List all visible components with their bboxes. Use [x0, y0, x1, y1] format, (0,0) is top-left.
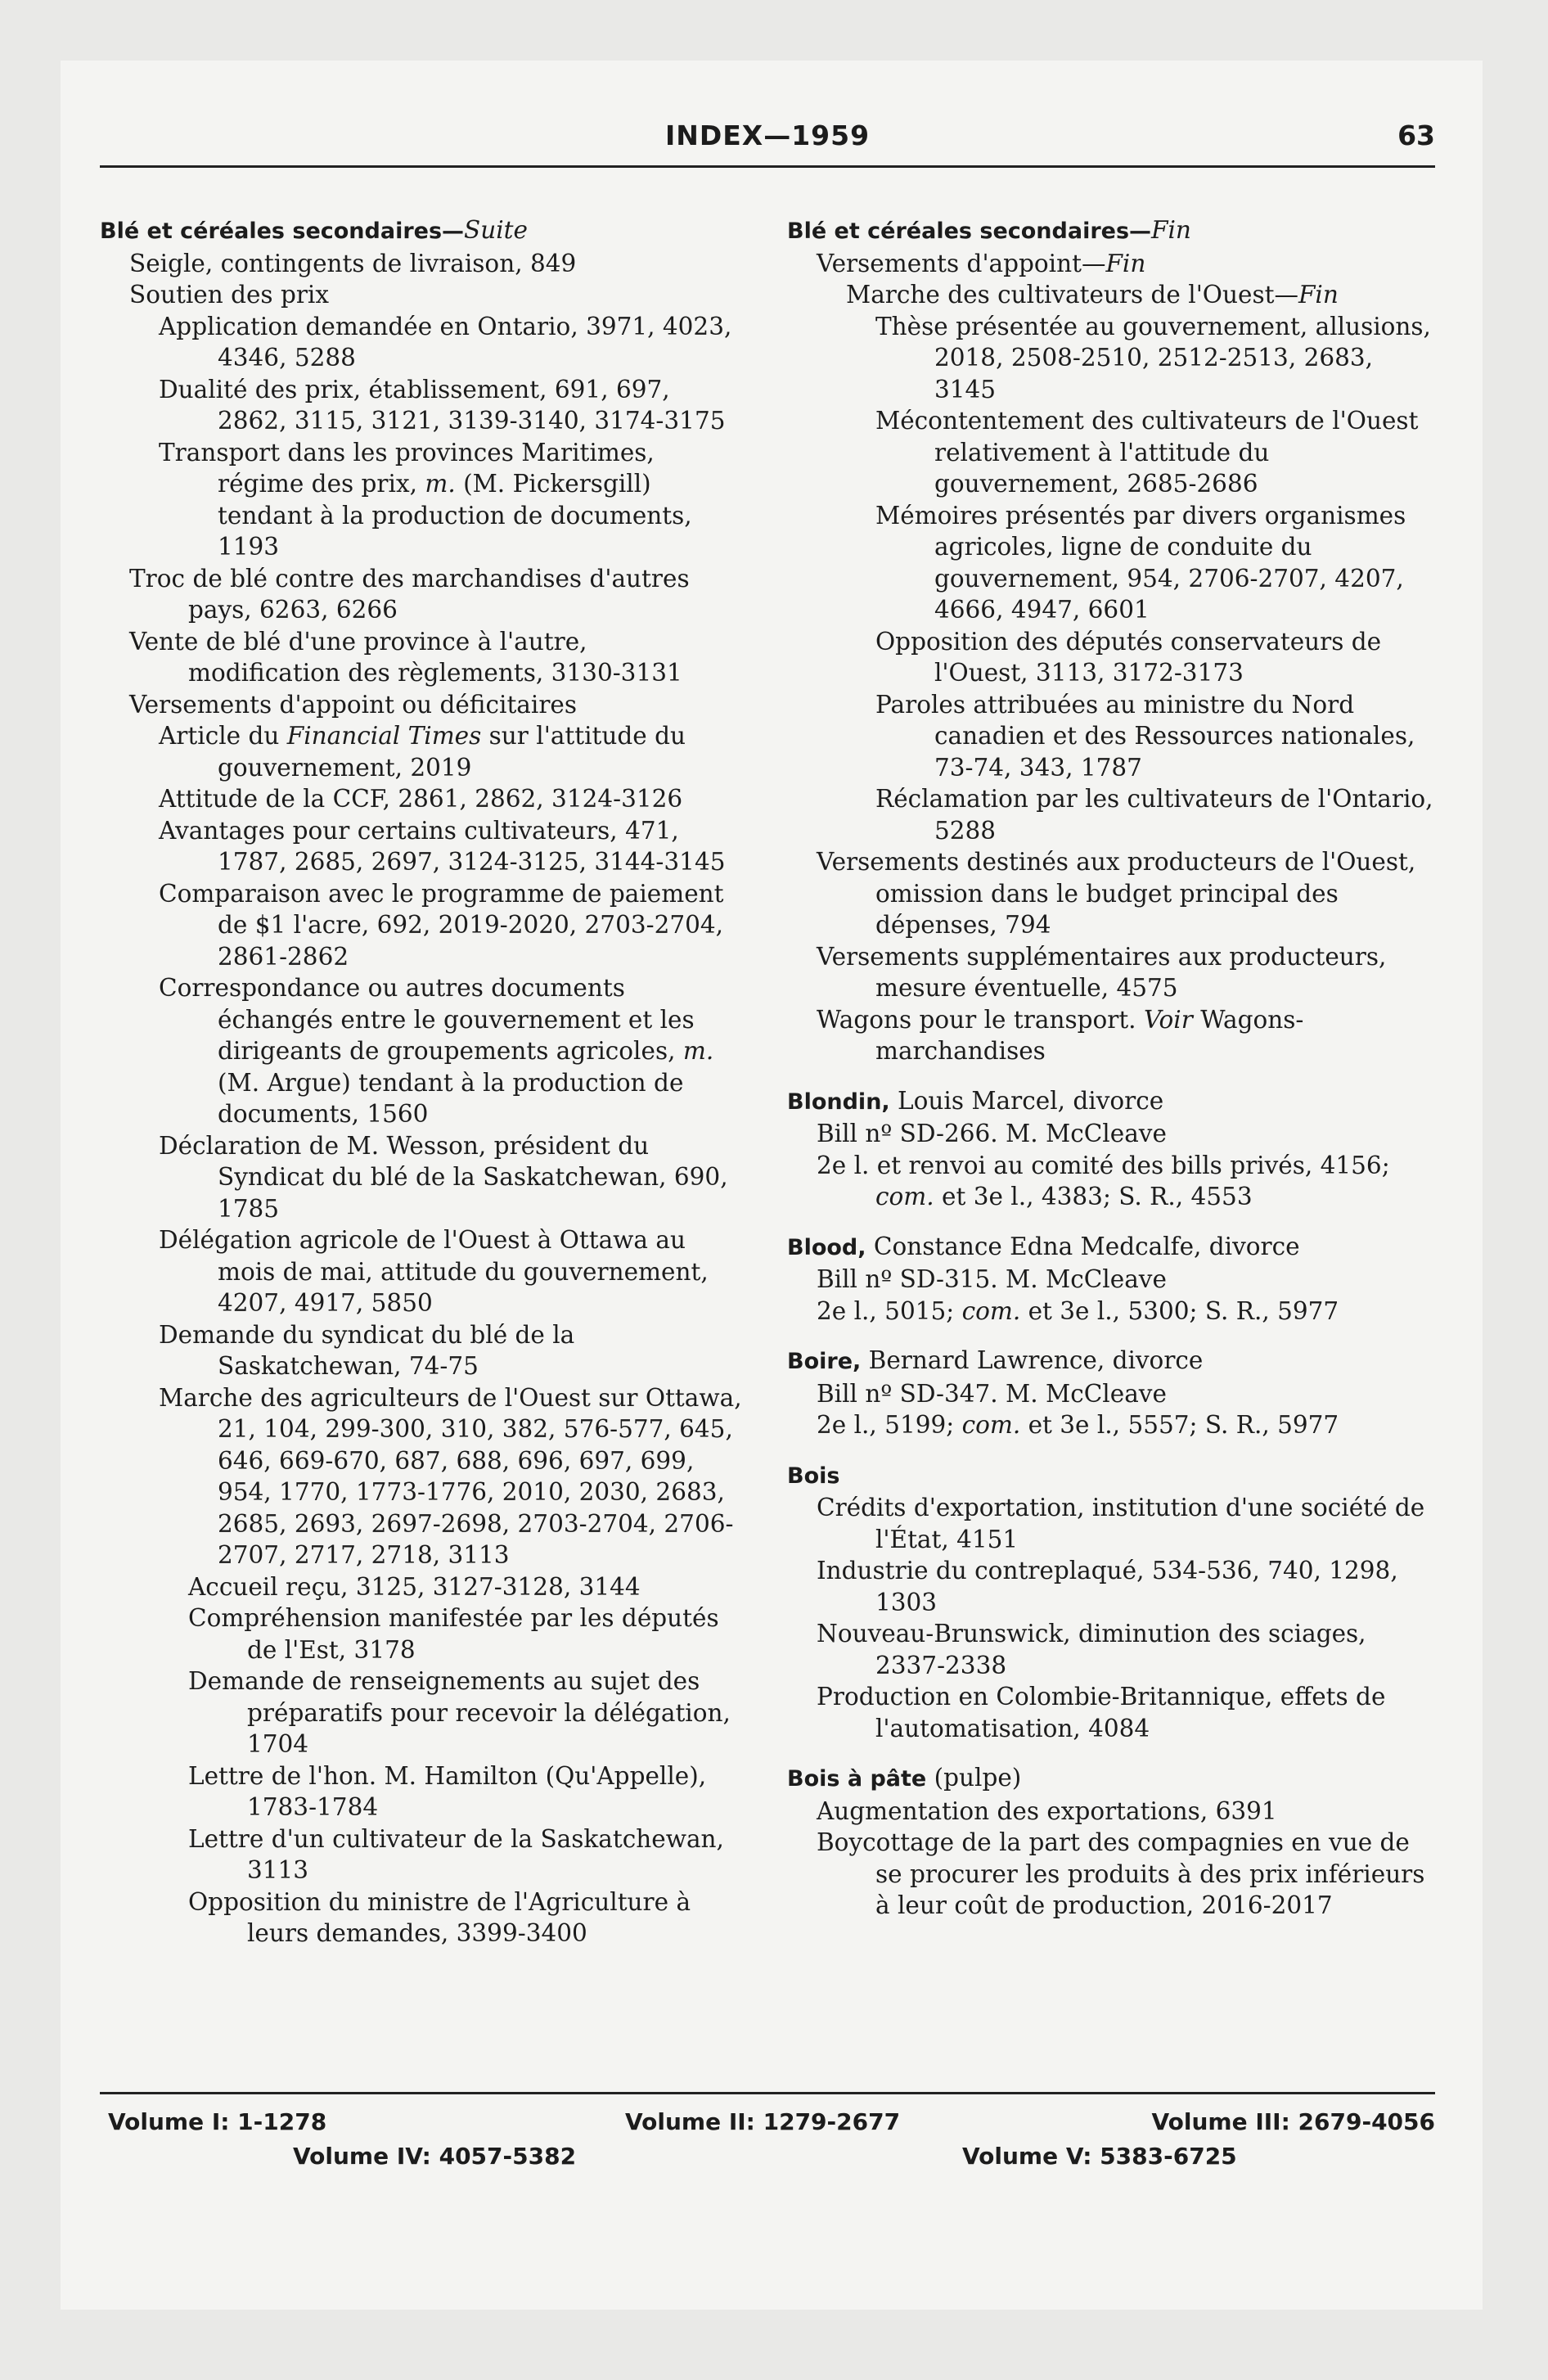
entry-text: Wagons pour le transport.	[817, 1005, 1144, 1034]
entry-text: Demande de renseignements au sujet des préparatifs pour recevoir la délégation, 1704	[188, 1667, 731, 1758]
entry-text: et 3e l., 5300; S. R., 5977	[1020, 1296, 1339, 1325]
index-entry	[787, 1264, 1433, 1296]
index-entry	[787, 279, 1433, 311]
running-title: INDEX—1959	[664, 119, 871, 151]
index-entry	[100, 1823, 746, 1886]
index-entry	[100, 1602, 746, 1666]
entry-text: Dualité des prix, établissement, 691, 697, 2862, 3115, 3121, 3139-3140, 3174-3175	[159, 375, 726, 435]
index-entry	[787, 1150, 1433, 1213]
entry-text: Réclamation par les cultivateurs de l'Ontario, 5288	[875, 785, 1433, 845]
entry-text: Marche des cultivateurs de l'Ouest—	[846, 281, 1298, 309]
entry-text: et 3e l., 4383; S. R., 4553	[934, 1183, 1253, 1210]
entry-text: Déclaration de M. Wesson, président du Syndicat du blé de la Saskatchewan, 690, 1785	[159, 1131, 728, 1223]
index-entry	[100, 783, 746, 815]
entry-text: Production en Colombie-Britannique, effets de l'automatisation, 4084	[817, 1683, 1386, 1742]
volume-range: Volume III: 2679-4056	[1151, 2108, 1435, 2135]
entry-text: Application demandée en Ontario, 3971, 4023, 4346, 5288	[159, 312, 732, 372]
continuation-mark: Fin	[1298, 281, 1339, 309]
entry-text: Paroles attribuées au ministre du Nord canadien et des Ressources nationales, 73-74, 343, 1787	[875, 690, 1415, 782]
index-entry	[100, 279, 746, 311]
committee-abbrev: com.	[875, 1183, 934, 1210]
index-entry	[787, 1409, 1433, 1441]
entry-text: Avantages pour certains cultivateurs, 471, 1787, 2685, 2697, 3124-3125, 3144-3145	[159, 816, 726, 876]
entry-text: (M. Pickersgill) tendant à la production de documents, 1193	[218, 470, 692, 561]
index-entry	[787, 941, 1433, 1004]
entry-text: Lettre d'un cultivateur de la Saskatchewan, 3113	[188, 1824, 724, 1884]
heading-text: Blood,	[787, 1234, 866, 1260]
committee-abbrev: com.	[961, 1296, 1021, 1325]
index-entry	[100, 689, 746, 721]
index-entry	[100, 1130, 746, 1225]
index-heading	[787, 1231, 1433, 1264]
index-entry	[100, 248, 746, 280]
entry-text: Versements d'appoint—	[817, 249, 1106, 277]
index-entry	[787, 1118, 1433, 1150]
index-entry	[787, 1378, 1433, 1410]
entry-text: Versements destinés aux producteurs de l'Ouest, omission dans le budget principal des dépenses, 794	[817, 848, 1416, 939]
heading-text: Blondin,	[787, 1089, 890, 1115]
heading-continuation: Suite	[464, 216, 528, 244]
heading-text: Boire,	[787, 1349, 862, 1374]
index-entry	[100, 1571, 746, 1603]
entry-text: Délégation agricole de l'Ouest à Ottawa au mois de mai, attitude du gouvernement, 4207, 4917, 5850	[159, 1226, 709, 1317]
motion-abbrev: m.	[682, 1037, 714, 1065]
entry-text: Comparaison avec le programme de paiement de $1 l'acre, 692, 2019-2020, 2703-2704, 2861-2862	[159, 879, 724, 971]
motion-abbrev: m.	[425, 470, 456, 498]
index-heading	[787, 214, 1433, 248]
index-heading	[787, 1459, 1433, 1493]
index-entry	[787, 1618, 1433, 1681]
index-entry	[100, 311, 746, 374]
index-entry	[100, 1224, 746, 1319]
index-entry	[100, 1760, 746, 1823]
right-column	[787, 214, 1433, 1922]
index-heading	[787, 1085, 1433, 1119]
entry-text: Soutien des prix	[129, 281, 330, 309]
index-entry	[787, 500, 1433, 626]
index-entry	[100, 1886, 746, 1950]
index-entry	[787, 1827, 1433, 1922]
entry-text: Crédits d'exportation, institution d'une société de l'État, 4151	[817, 1494, 1425, 1553]
volume-range: Volume V: 5383-6725	[962, 2143, 1237, 2170]
volume-range: Volume IV: 4057-5382	[293, 2143, 577, 2170]
index-entry	[100, 972, 746, 1130]
heading-text: Blé et céréales secondaires—	[787, 219, 1152, 244]
entry-text: Vente de blé d'une province à l'autre, modification des règlements, 3130-3131	[129, 627, 682, 687]
entry-text: 2e l., 5199;	[817, 1411, 962, 1439]
heading-rest: Bernard Lawrence, divorce	[861, 1346, 1204, 1374]
index-entry	[787, 626, 1433, 689]
entry-text: Boycottage de la part des compagnies en vue de se procurer les produits à des prix inférieurs à leur coût de production, 2016-2017	[817, 1828, 1425, 1919]
entry-text: Seigle, contingents de livraison, 849	[129, 249, 577, 277]
index-entry	[100, 437, 746, 563]
index-entry	[787, 311, 1433, 406]
entry-text: Transport dans les provinces Maritimes, régime des prix,	[159, 438, 655, 498]
index-entry	[787, 846, 1433, 941]
page-number: 63	[1397, 119, 1435, 151]
index-entry	[787, 1492, 1433, 1555]
heading-text: Blé et céréales secondaires—	[100, 219, 465, 244]
entry-text: Marche des agriculteurs de l'Ouest sur Ottawa, 21, 104, 299-300, 310, 382, 576-577, 645, 646, 669-670, 687, 688, 696, 697, 699, 954, 1770, 1773-1776, 2010, 2030, 2683, 2685, 2693, 2697-2698, 2703-2704, 2706-2707, 2717, 2718, 3113	[159, 1383, 742, 1569]
entry-text: Troc de blé contre des marchandises d'autres pays, 6263, 6266	[129, 564, 690, 624]
entry-text: Versements supplémentaires aux producteurs, mesure éventuelle, 4575	[817, 942, 1387, 1002]
index-entry	[787, 1796, 1433, 1828]
entry-text: Compréhension manifestée par les députés de l'Est, 3178	[188, 1604, 719, 1664]
volume-range: Volume I: 1-1278	[108, 2108, 327, 2135]
index-entry	[100, 1666, 746, 1760]
entry-text: Opposition du ministre de l'Agriculture à leurs demandes, 3399-3400	[188, 1887, 691, 1947]
entry-text: Mémoires présentés par divers organismes agricoles, ligne de conduite du gouvernement, 954, 2706-2707, 4207, 4666, 4947, 6601	[875, 501, 1406, 624]
footer-rule	[100, 2092, 1435, 2094]
heading-rest: Louis Marcel, divorce	[889, 1086, 1164, 1115]
index-entry	[787, 1296, 1433, 1327]
index-entry	[100, 815, 746, 878]
entry-text: Correspondance ou autres documents échangés entre le gouvernement et les dirigeants de groupements agricoles,	[159, 974, 695, 1065]
index-entry	[787, 248, 1433, 280]
entry-text: et 3e l., 5557; S. R., 5977	[1020, 1411, 1339, 1439]
left-column	[100, 214, 746, 1950]
see-reference: Voir	[1143, 1005, 1193, 1034]
index-entry	[787, 1555, 1433, 1618]
index-entry	[100, 563, 746, 626]
entry-text: Attitude de la CCF, 2861, 2862, 3124-3126	[159, 785, 683, 813]
entry-text: Bill nº SD-315. M. McCleave	[817, 1265, 1167, 1293]
index-heading	[787, 1762, 1433, 1796]
entry-text: 2e l. et renvoi au comité des bills privés, 4156;	[817, 1151, 1390, 1179]
committee-abbrev: com.	[961, 1411, 1021, 1439]
entry-text: Opposition des députés conservateurs de l'Ouest, 3113, 3172-3173	[875, 627, 1382, 687]
entry-text: Industrie du contreplaqué, 534-536, 740, 1298, 1303	[817, 1557, 1398, 1616]
entry-text: (M. Argue) tendant à la production de documents, 1560	[218, 1068, 684, 1128]
volume-range: Volume II: 1279-2677	[625, 2108, 901, 2135]
index-entry	[787, 689, 1433, 784]
publication-title: Financial Times	[286, 722, 482, 750]
index-entry	[100, 1319, 746, 1382]
entry-text: Lettre de l'hon. M. Hamilton (Qu'Appelle), 1783-1784	[188, 1761, 707, 1821]
entry-text: Nouveau-Brunswick, diminution des sciages, 2337-2338	[817, 1620, 1366, 1679]
volume-key-footer	[100, 2092, 1435, 2182]
index-entry	[100, 1382, 746, 1571]
entry-text: Article du	[159, 722, 287, 750]
entry-text: 2e l., 5015;	[817, 1296, 962, 1325]
entry-text: Mécontentement des cultivateurs de l'Ouest relativement à l'attitude du gouvernement, 2685-2686	[875, 407, 1419, 498]
heading-continuation: Fin	[1151, 216, 1191, 244]
entry-text: Versements d'appoint ou déficitaires	[129, 690, 578, 719]
index-heading	[100, 214, 746, 248]
entry-text: Accueil reçu, 3125, 3127-3128, 3144	[188, 1572, 641, 1601]
header-rule	[100, 165, 1435, 168]
heading-rest: (pulpe)	[926, 1764, 1022, 1792]
index-entry	[100, 720, 746, 783]
index-entry	[787, 783, 1433, 846]
entry-text: Wagons-marchandises	[875, 1005, 1304, 1065]
heading-text: Bois à pâte	[787, 1766, 927, 1792]
index-entry	[100, 626, 746, 689]
index-entry	[787, 1004, 1433, 1067]
entry-text: Thèse présentée au gouvernement, allusions, 2018, 2508-2510, 2512-2513, 2683, 3145	[875, 312, 1431, 403]
index-entry	[100, 374, 746, 437]
index-entry	[787, 405, 1433, 500]
index-heading	[787, 1345, 1433, 1378]
page-header	[100, 115, 1435, 180]
heading-rest: Constance Edna Medcalfe, divorce	[866, 1232, 1300, 1260]
entry-text: Bill nº SD-266. M. McCleave	[817, 1120, 1167, 1147]
heading-text: Bois	[787, 1463, 840, 1489]
continuation-mark: Fin	[1105, 249, 1146, 277]
entry-text: Bill nº SD-347. M. McCleave	[817, 1379, 1167, 1408]
index-entry	[100, 878, 746, 973]
entry-text: Augmentation des exportations, 6391	[817, 1796, 1277, 1825]
entry-text: sur l'attitude du gouvernement, 2019	[218, 722, 686, 782]
entry-text: Demande du syndicat du blé de la Saskatchewan, 74-75	[159, 1320, 575, 1380]
index-entry	[787, 1681, 1433, 1744]
